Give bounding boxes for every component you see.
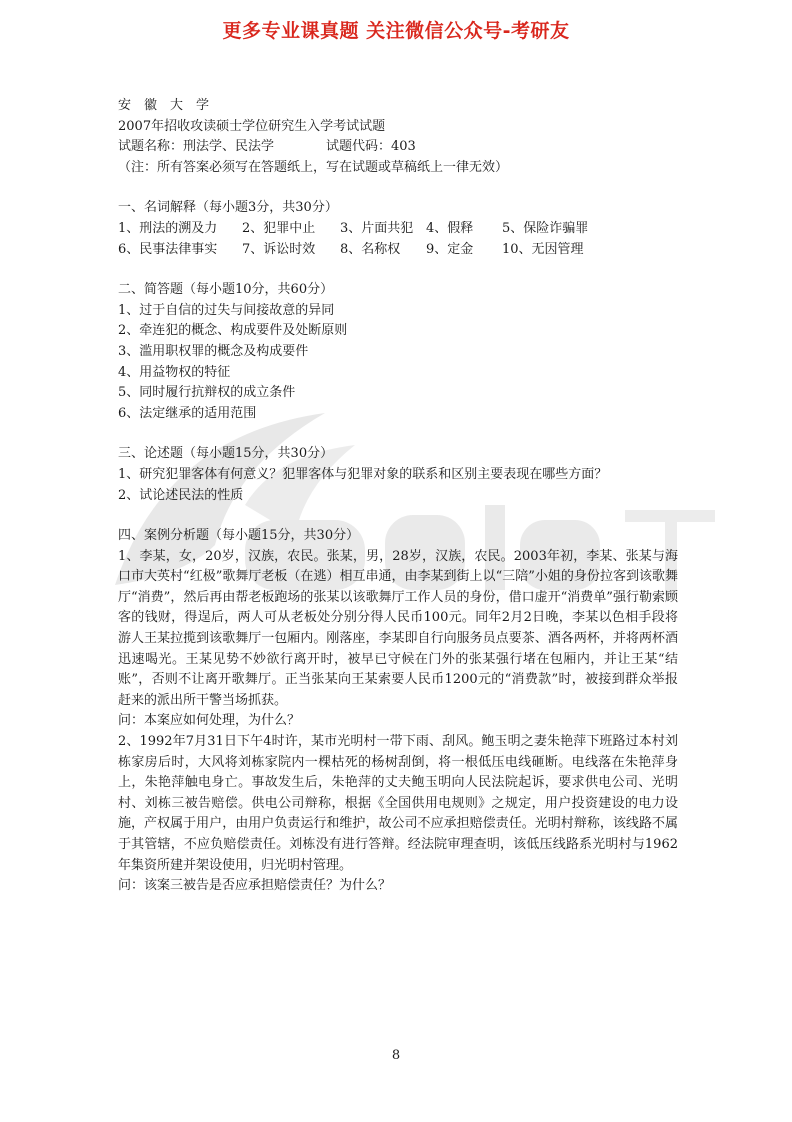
short-answer-item: 2、牵连犯的概念、构成要件及处断原则 xyxy=(118,323,348,339)
short-answer-item: 1、过于自信的过失与间接故意的异同 xyxy=(118,302,335,318)
term-item: 1、刑法的溯及力 xyxy=(118,220,218,236)
essay-item: 2、试论述民法的性质 xyxy=(118,487,244,503)
term-item: 8、名称权 xyxy=(340,241,401,257)
short-answer-item: 4、用益物权的特征 xyxy=(118,364,231,380)
case-2-text: 2、1992年7月31日下午4时许，某市光明村一带下雨、刮风。鲍玉明之妻朱艳萍下班路过本村刘栋家房后时，大风将刘栋家院内一棵枯死的杨树刮倒，将一根低压电线砸断。电线落在朱艳萍身上，朱艳萍触电身亡。事故发生后，朱艳萍的丈夫鲍玉明向人民法院起诉，要求供电公司、光明村、刘栋三被告赔偿。供电公司辩称，根据《全国供用电规则》之规定，用户投资建设的电力设施，产权属于用户，由用户负责运行和维护，故公司不应承担赔偿责任。光明村辩称，该线路不属于其管辖，不应负赔偿责任。刘栋没有进行答辩。经法院审理查明，该低压线路系光明村与1962年集资所建并架设使用，归光明村管理。 xyxy=(118,734,678,873)
term-item: 2、犯罪中止 xyxy=(242,220,316,236)
case-1-text: 1、李某，女，20岁，汉族，农民。张某，男，28岁，汉族，农民。2003年初，李某、张某与海口市大英村“红极”歌舞厅老板（在逃）相互串通，由李某到街上以“三陪”小姐的身份拉客到该歌舞厅“消费”，然后再由帮老板跑场的张某以该歌舞厅工作人员的身份，借口虚开“消费单”强行勒索顾客的钱财，得逞后，两人可从老板处分别分得人民币100元。同年2月2日晚，李某以色相手段将游人王某拉揽到该歌舞厅一包厢内。刚落座，李某即自行向服务员点要茶、酒各两杯，并将两杯酒迅速喝光。王某见势不妙欲行离开时，被早已守候在门外的张某强行堵在包厢内，并让王某“结账”，否则不让离开歌舞厅。正当张某向王某索要人民币1200元的“消费款”时，被接到群众举报赶来的派出所干警当场抓获。 xyxy=(118,548,678,708)
exam-paper xyxy=(118,96,678,897)
school-name: 安 徽 大 学 xyxy=(118,98,210,113)
short-answer-item: 6、法定继承的适用范围 xyxy=(118,405,257,421)
case-2-question: 问：该案三被告是否应承担赔偿责任？为什么？ xyxy=(118,878,392,894)
section-title-terms: 一、名词解释（每小题3分，共30分） xyxy=(118,200,338,216)
term-item: 9、定金 xyxy=(426,241,474,257)
terms-row-1 xyxy=(118,219,678,240)
terms-row-2 xyxy=(118,240,678,261)
short-answer-item: 3、滥用职权罪的概念及构成要件 xyxy=(118,343,309,359)
case-1-question: 问：本案应如何处理，为什么？ xyxy=(118,713,301,729)
essay-item: 1、研究犯罪客体有何意义？犯罪客体与犯罪对象的联系和区别主要表现在哪些方面？ xyxy=(118,466,608,482)
page-number: 8 xyxy=(391,1048,401,1063)
term-item: 5、保险诈骗罪 xyxy=(502,220,589,236)
exam-note: （注：所有答案必须写在答题纸上，写在试题或草稿纸上一律无效） xyxy=(118,159,509,175)
term-item: 4、假释 xyxy=(426,220,474,236)
section-title-essay: 三、论述题（每小题15分，共30分） xyxy=(118,446,334,462)
term-item: 7、诉讼时效 xyxy=(242,241,316,257)
term-item: 6、民事法律事实 xyxy=(118,241,218,257)
section-title-short-answer: 二、简答题（每小题10分，共60分） xyxy=(118,282,334,298)
exam-subject: 试题名称：刑法学、民法学 试题代码：403 xyxy=(118,139,416,155)
promo-banner: 更多专业课真题 关注微信公众号-考研友 xyxy=(222,20,570,42)
term-item: 10、无因管理 xyxy=(502,241,584,257)
short-answer-item: 5、同时履行抗辩权的成立条件 xyxy=(118,385,296,401)
term-item: 3、片面共犯 xyxy=(340,220,414,236)
exam-title: 2007年招收攻读硕士学位研究生入学考试试题 xyxy=(118,118,386,134)
section-title-case-analysis: 四、案例分析题（每小题15分，共30分） xyxy=(118,528,360,544)
